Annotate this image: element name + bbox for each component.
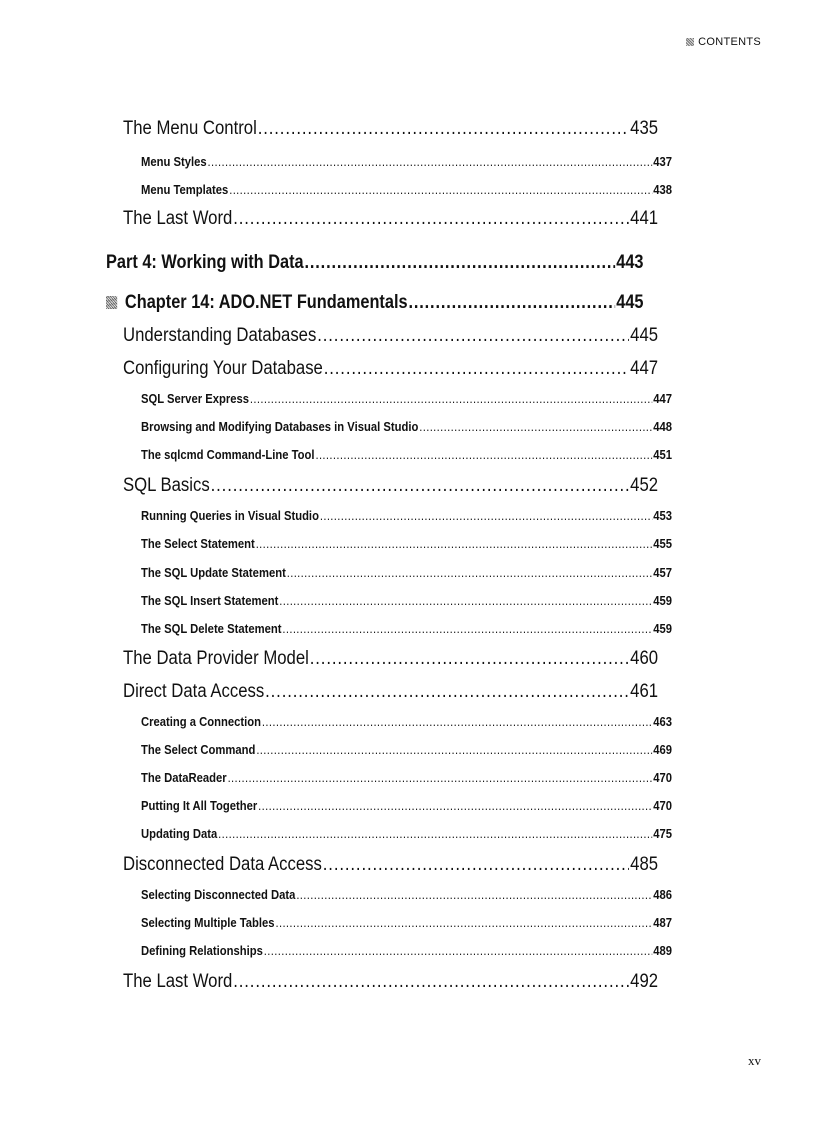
toc-entry-title: Understanding Databases [123,325,317,346]
toc-entry-title: Selecting Multiple Tables [141,916,275,930]
toc-entry-page: 451 [653,448,672,462]
toc-entry[interactable] [141,183,672,197]
toc-entry[interactable] [123,208,658,230]
toc-entry[interactable] [123,325,658,347]
toc-entry-title: Running Queries in Visual Studio [141,509,319,523]
running-head-text: CONTENTS [698,36,761,48]
toc-entry-page: 485 [630,854,659,875]
toc-entry-page: 475 [653,827,672,841]
toc-entry[interactable] [141,448,672,462]
toc-entry-title: The Select Command [141,743,256,757]
toc-entry-title: The SQL Update Statement [141,566,286,580]
toc-entry-page: 438 [653,183,672,197]
toc-entry[interactable] [123,118,658,140]
toc-entry-title: The DataReader [141,771,227,785]
toc-entry-title: Selecting Disconnected Data [141,888,296,902]
leader-dots [323,854,629,876]
leader-dots [408,292,615,314]
toc-entry[interactable] [141,594,672,608]
toc-entry-page: 455 [653,537,672,551]
toc-entry[interactable] [141,420,672,434]
toc-entry-title: The Last Word [123,971,233,992]
toc-entry-title: Disconnected Data Access [123,854,322,875]
toc-entry[interactable] [141,509,672,523]
toc-entry-title: Defining Relationships [141,944,263,958]
toc-entry-title: Chapter 14: ADO.NET Fundamentals [106,292,408,314]
toc-entry[interactable] [123,475,658,497]
toc-part-entry[interactable] [106,252,644,274]
toc-entry-title: Updating Data [141,827,218,841]
toc-entry-page: 437 [653,155,672,169]
toc-entry-page: 486 [653,888,672,902]
toc-entry-page: 470 [653,771,672,785]
toc-entry[interactable] [141,566,672,580]
toc-entry-title: The SQL Delete Statement [141,622,282,636]
leader-dots [211,475,630,497]
toc-entry[interactable] [141,715,672,729]
toc-entry[interactable] [141,827,672,841]
toc-entry-title: SQL Server Express [141,392,249,406]
leader-dots [310,648,630,670]
toc-entry[interactable] [123,358,658,380]
leader-dots [317,325,629,347]
toc-entry-page: 448 [653,420,672,434]
toc-entry-title: The Last Word [123,208,233,229]
toc-entry-title: Menu Templates [141,183,229,197]
leader-dots [324,358,630,380]
toc-entry[interactable] [141,537,672,551]
toc-entry[interactable] [141,771,672,785]
toc-entry-page: 453 [653,509,672,523]
leader-dots [208,155,653,169]
toc-entry-page: 461 [630,681,659,702]
toc-entry-title: The sqlcmd Command-Line Tool [141,448,315,462]
toc-entry-title: Browsing and Modifying Databases in Visual Studio [141,420,419,434]
leader-dots [279,594,652,608]
toc-entry[interactable] [123,681,658,703]
leader-dots [256,537,653,551]
toc-entry-page: 469 [653,743,672,757]
toc-entry-title: Creating a Connection [141,715,262,729]
leader-dots [275,916,652,930]
toc-entry-page: 445 [616,292,644,313]
toc-entry[interactable] [141,155,672,169]
toc-chapter-entry[interactable] [106,292,644,314]
leader-dots [233,971,629,993]
chapter-square-icon [106,296,117,309]
toc-entry-title: The Data Provider Model [123,648,309,669]
toc-entry-page: 460 [630,648,659,669]
leader-dots [262,715,652,729]
leader-dots [258,118,630,140]
toc-entry[interactable] [123,648,658,670]
toc-entry-page: 447 [653,392,672,406]
toc-entry[interactable] [141,392,672,406]
toc-entry[interactable] [123,971,658,993]
leader-dots [287,566,653,580]
toc-entry-page: 452 [630,475,659,496]
toc-entry-title: The Menu Control [123,118,257,139]
chapter-square-icon [686,38,694,46]
toc-entry[interactable] [141,916,672,930]
toc-entry[interactable] [141,944,672,958]
leader-dots [315,448,652,462]
toc-entry-page: 470 [653,799,672,813]
leader-dots [218,827,652,841]
leader-dots [282,622,652,636]
toc-entry-page: 443 [616,252,644,273]
leader-dots [229,183,652,197]
running-head [686,36,761,48]
toc-entry-page: 435 [630,118,659,139]
toc-entry[interactable] [141,743,672,757]
toc-entry-title: SQL Basics [123,475,210,496]
toc-entry-title: The SQL Insert Statement [141,594,279,608]
leader-dots [296,888,652,902]
toc-entry-title: Part 4: Working with Data [106,252,304,273]
leader-dots [304,252,615,274]
toc-entry[interactable] [141,799,672,813]
toc-entry-page: 459 [653,622,672,636]
toc-entry-page: 457 [653,566,672,580]
toc-entry-title: Menu Styles [141,155,207,169]
toc-entry[interactable] [141,888,672,902]
toc-entry-page: 487 [653,916,672,930]
toc-entry-page: 447 [630,358,659,379]
leader-dots [419,420,652,434]
toc-entry[interactable] [141,622,672,636]
leader-dots [228,771,653,785]
toc-entry-page: 445 [630,325,659,346]
toc-entry-title: Configuring Your Database [123,358,323,379]
toc-entry-title: Direct Data Access [123,681,265,702]
toc-entry-page: 459 [653,594,672,608]
toc-entry[interactable] [123,854,658,876]
leader-dots [256,743,652,757]
toc-entry-page: 492 [630,971,659,992]
leader-dots [265,681,629,703]
toc-entry-title: The Select Statement [141,537,255,551]
page-number: xv [748,1053,761,1068]
toc-entry-title: Putting It All Together [141,799,258,813]
leader-dots [320,509,652,523]
toc-entry-page: 489 [653,944,672,958]
leader-dots [233,208,629,230]
toc-entry-page: 463 [653,715,672,729]
leader-dots [258,799,652,813]
leader-dots [264,944,653,958]
leader-dots [250,392,652,406]
toc-entry-page: 441 [630,208,659,229]
